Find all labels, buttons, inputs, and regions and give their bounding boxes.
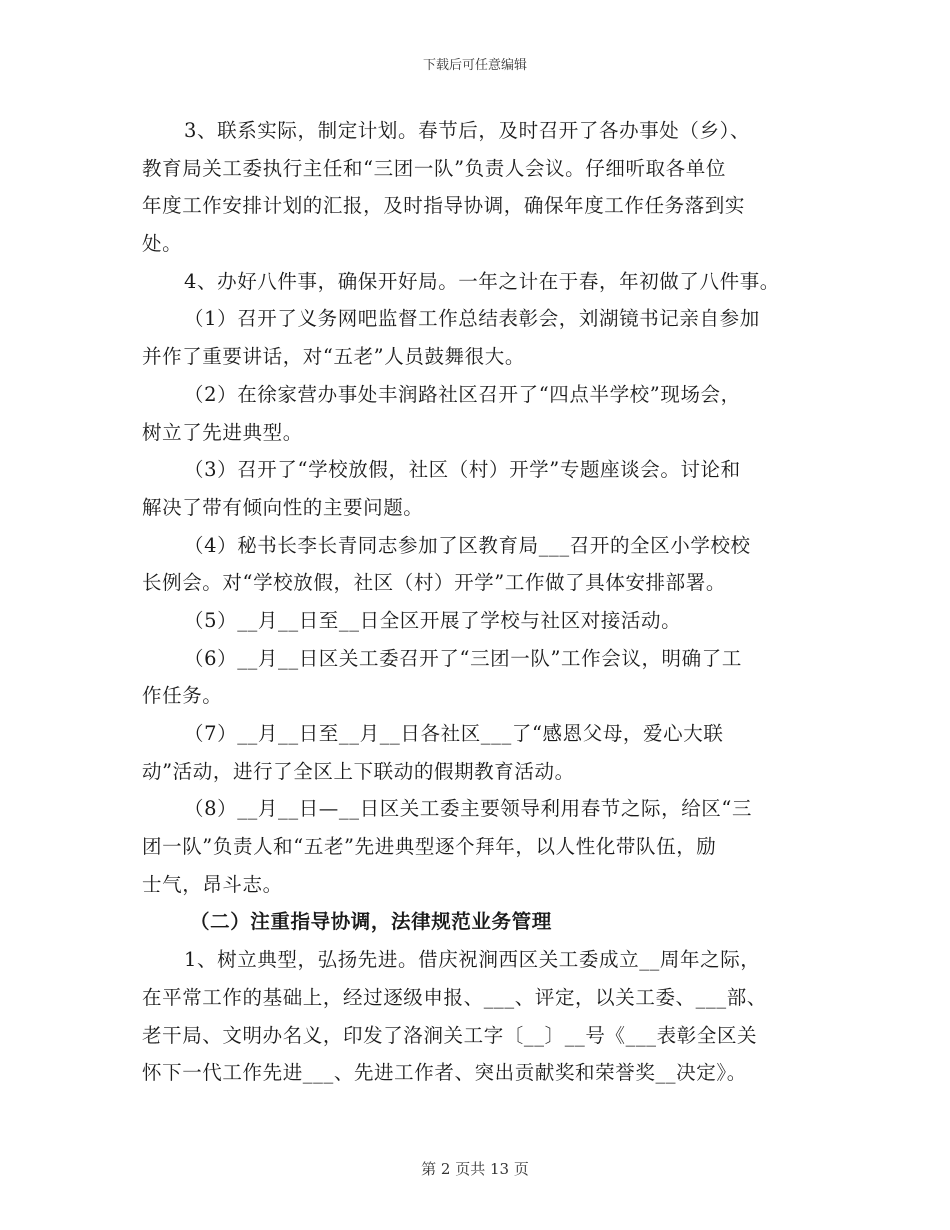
page-header: 下载后可任意编辑: [422, 58, 527, 73]
text-line: （2）在徐家营办事处丰润路社区召开了“四点半学校”现场会，: [184, 382, 741, 406]
text-line: 树立了先进典型。: [142, 420, 303, 444]
text-line: （7）__月__日至__月__日各社区___了“感恩父母，爱心大联: [184, 722, 724, 745]
text-line: 4、办好八件事，确保开好局。一年之计在于春，年初做了八件事。: [184, 269, 780, 293]
text-line: 年度工作安排计划的汇报，及时指导协调，确保年度工作任务落到实: [142, 194, 746, 218]
text-line: （3）召开了“学校放假，社区（村）开学”专题座谈会。讨论和: [184, 458, 741, 482]
text-line: 教育局关工委执行主任和“三团一队”负责人会议。仔细听取各单位: [142, 156, 726, 180]
text-line: 长例会。对“学校放假，社区（村）开学”工作做了具体安排部署。: [142, 571, 726, 595]
text-line: 动”活动，进行了全区上下联动的假期教育活动。: [142, 759, 575, 783]
text-line: 并作了重要讲话，对“五老”人员鼓舞很大。: [142, 345, 525, 369]
text-line: 作任务。: [142, 684, 223, 708]
text-line: 1、树立典型，弘扬先进。借庆祝涧西区关工委成立__周年之际，: [184, 948, 761, 972]
text-line: 在平常工作的基础上，经过逐级申报、___、评定，以关工委、___部、: [142, 985, 767, 1009]
section-heading: （二）注重指导协调，法律规范业务管理: [190, 910, 552, 934]
text-line: 怀下一代工作先进___、先进工作者、突出贡献奖和荣誉奖__决定》。: [142, 1061, 747, 1085]
text-line: 团一队”负责人和“五老”先进典型逐个拜年，以人性化带队伍，励: [142, 835, 717, 859]
text-line: （5）__月__日至__日全区开展了学校与社区对接活动。: [184, 608, 682, 632]
page-footer: 第 2 页共 13 页: [421, 1160, 529, 1178]
text-line: （8）__月__日—__日区关工委主要领导利用春节之际，给区“三: [184, 797, 753, 821]
text-line: 解决了带有倾向性的主要问题。: [142, 495, 424, 519]
text-line: 3、联系实际，制定计划。春节后，及时召开了各办事处（乡）、: [184, 119, 751, 142]
document-body: [142, 112, 807, 1092]
text-line: 士气，昂斗志。: [142, 872, 283, 896]
text-line: （4）秘书长李长青同志参加了区教育局___召开的全区小学校校: [184, 533, 751, 557]
text-line: （6）__月__日区关工委召开了“三团一队”工作会议，明确了工: [184, 646, 742, 670]
text-line: 老干局、文明办名义，印发了洛涧关工字〔__〕__号《___表彰全区关: [142, 1023, 758, 1047]
text-line: 处。: [142, 232, 183, 256]
text-line: （1）召开了义务网吧监督工作总结表彰会，刘湖镜书记亲自参加: [184, 307, 760, 331]
